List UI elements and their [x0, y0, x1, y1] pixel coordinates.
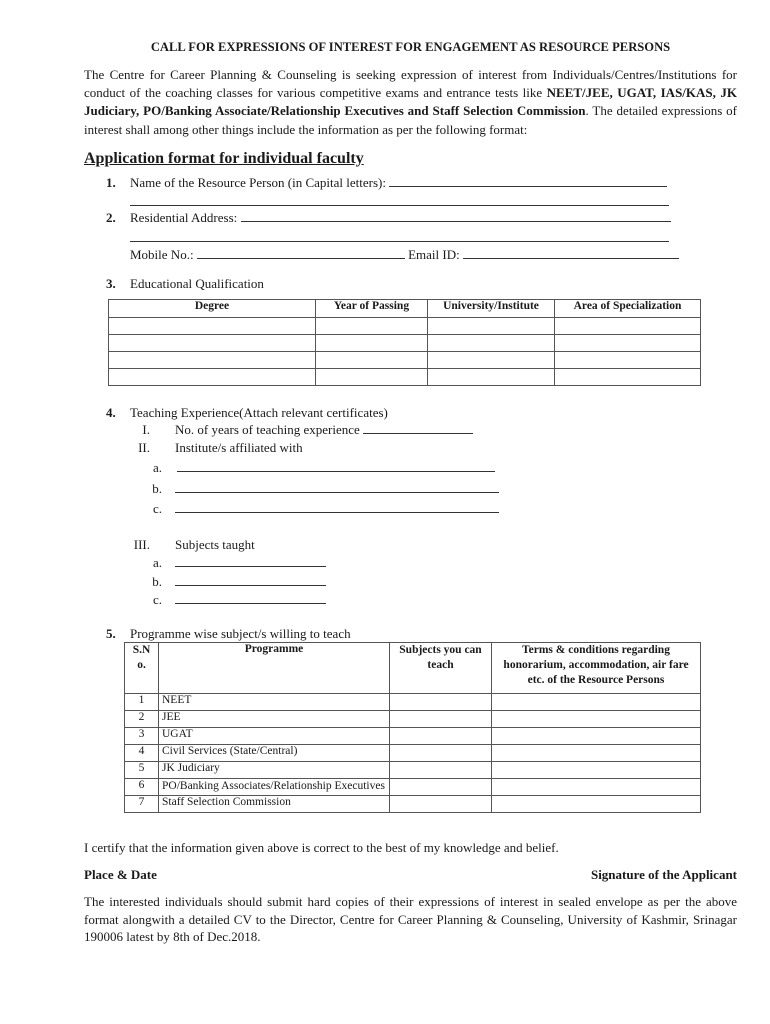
col-specialization: Area of Specialization — [555, 299, 701, 317]
table-row — [125, 796, 701, 813]
sno-cell: 1 — [125, 694, 159, 711]
sno-cell: 2 — [125, 711, 159, 728]
teaching-label: Teaching Experience(Attach relevant certificates) — [130, 404, 388, 420]
roman-numeral: III. — [133, 536, 150, 552]
terms-cell[interactable] — [492, 779, 701, 796]
table-header-row — [125, 643, 701, 694]
item-number: 1. — [106, 174, 116, 190]
closing-paragraph: The interested individuals should submit hard copies of their expressions of interest in sealed envelope as per the above format alongwith a detailed CV to the Director, Centre for Career Planning & Counseling, University of Kashmir, Srinagar 190006 latest by 8th of Dec.2018. — [84, 894, 737, 945]
subjects-cell[interactable] — [390, 711, 492, 728]
table-cell[interactable] — [316, 368, 428, 385]
name-field-line-2[interactable] — [130, 191, 669, 206]
table-cell[interactable] — [109, 351, 316, 368]
letter-label: b. — [152, 573, 162, 589]
col-university: University/Institute — [428, 299, 555, 317]
signature-row — [84, 867, 737, 883]
item-address — [84, 209, 737, 263]
table-row — [109, 351, 701, 368]
section-heading: Application format for individual faculty — [84, 149, 364, 167]
institute-field-a[interactable] — [177, 459, 495, 472]
table-cell[interactable] — [316, 334, 428, 351]
subjects-cell[interactable] — [390, 694, 492, 711]
certification-statement: I certify that the information given above is correct to the best of my knowledge and belief. — [84, 840, 559, 856]
table-cell[interactable] — [316, 351, 428, 368]
email-label: Email ID: — [408, 246, 460, 262]
table-row — [125, 745, 701, 762]
experience-years-row — [84, 421, 737, 439]
subject-line-c — [84, 591, 737, 609]
item-programme — [84, 625, 737, 643]
signature-label: Signature of the Applicant — [590, 867, 737, 883]
mobile-field[interactable] — [197, 246, 405, 259]
terms-cell[interactable] — [492, 711, 701, 728]
subjects-taught-label: Subjects taught — [175, 536, 255, 552]
col-programme: Programme — [159, 643, 390, 694]
table-cell[interactable] — [555, 334, 701, 351]
terms-cell[interactable] — [492, 694, 701, 711]
contact-row — [130, 246, 737, 264]
programme-cell: UGAT — [159, 728, 390, 745]
table-cell[interactable] — [555, 368, 701, 385]
institute-line-c — [84, 500, 737, 518]
years-field[interactable] — [363, 421, 473, 434]
programme-cell: JK Judiciary — [159, 762, 390, 779]
terms-cell[interactable] — [492, 762, 701, 779]
item-name — [84, 174, 737, 207]
programme-cell: JEE — [159, 711, 390, 728]
table-cell[interactable] — [428, 334, 555, 351]
programme-table — [124, 642, 701, 813]
table-header-row — [109, 299, 701, 317]
sno-cell: 3 — [125, 728, 159, 745]
table-row — [125, 694, 701, 711]
sno-cell: 5 — [125, 762, 159, 779]
sno-cell: 6 — [125, 779, 159, 796]
table-row — [125, 711, 701, 728]
item-teaching-experience — [84, 404, 737, 422]
item-number: 3. — [106, 276, 116, 292]
col-year: Year of Passing — [316, 299, 428, 317]
table-cell[interactable] — [555, 317, 701, 334]
col-degree: Degree — [109, 299, 316, 317]
subjects-cell[interactable] — [390, 728, 492, 745]
subjects-cell[interactable] — [390, 762, 492, 779]
table-row — [109, 317, 701, 334]
col-subjects: Subjects you can teach — [390, 643, 492, 694]
sno-cell: 4 — [125, 745, 159, 762]
subjects-cell[interactable] — [390, 745, 492, 762]
subject-field-a[interactable] — [175, 554, 326, 567]
letter-label: b. — [152, 480, 162, 496]
item-education — [84, 275, 737, 293]
education-label: Educational Qualification — [130, 276, 264, 292]
terms-cell[interactable] — [492, 728, 701, 745]
intro-exams-bold: NEET/JEE, UGAT, IAS/KAS, JK Judiciary, PO/Banking Associate/Relationship Executives and Staff Selection Commission — [84, 85, 737, 119]
subjects-cell[interactable] — [390, 796, 492, 813]
roman-numeral: II. — [138, 439, 150, 455]
roman-numeral: I. — [142, 422, 150, 438]
subject-field-c[interactable] — [175, 591, 326, 604]
email-field[interactable] — [463, 246, 679, 259]
letter-label: c. — [152, 501, 162, 517]
table-row — [109, 368, 701, 385]
qualification-table — [108, 299, 701, 386]
table-row — [109, 334, 701, 351]
subject-line-b — [84, 573, 737, 591]
subject-field-b[interactable] — [175, 573, 326, 586]
intro-text-1: The Centre for Career Planning & Counseling is seeking expression of interest from Individuals/Centres/Institutions for conduct of the coaching classes for various competitive exams and entrance tests like — [84, 67, 737, 101]
programme-cell: Staff Selection Commission — [159, 796, 390, 813]
table-cell[interactable] — [109, 334, 316, 351]
programme-cell: Civil Services (State/Central) — [159, 745, 390, 762]
terms-cell[interactable] — [492, 745, 701, 762]
document-page — [84, 40, 737, 946]
institute-field-b[interactable] — [175, 480, 499, 493]
address-field-line-2[interactable] — [130, 227, 669, 242]
table-cell[interactable] — [316, 317, 428, 334]
subjects-cell[interactable] — [390, 779, 492, 796]
table-row — [125, 728, 701, 745]
terms-cell[interactable] — [492, 796, 701, 813]
table-cell[interactable] — [109, 317, 316, 334]
subject-line-a — [84, 554, 737, 572]
place-date-label: Place & Date — [84, 867, 157, 883]
sno-cell: 7 — [125, 796, 159, 813]
address-label: Residential Address: — [130, 210, 238, 226]
programme-label: Programme wise subject/s willing to teach — [130, 625, 351, 641]
table-cell[interactable] — [109, 368, 316, 385]
years-label: No. of years of teaching experience — [175, 422, 360, 438]
institute-line-b — [84, 480, 737, 498]
programme-cell: PO/Banking Associates/Relationship Executives — [159, 779, 390, 796]
name-label: Name of the Resource Person (in Capital letters): — [130, 174, 386, 190]
name-field[interactable] — [389, 174, 667, 187]
letter-label: c. — [152, 592, 162, 608]
table-cell[interactable] — [428, 317, 555, 334]
subjects-taught-row — [84, 536, 737, 554]
letter-label: a. — [152, 555, 162, 571]
table-row — [125, 779, 701, 796]
institutes-row — [84, 439, 737, 457]
item-number: 2. — [106, 210, 116, 226]
intro-paragraph — [84, 66, 737, 139]
col-terms: Terms & conditions regarding honorarium, accommodation, air fare etc. of the Resource Persons — [492, 643, 701, 694]
item-number: 4. — [106, 404, 116, 420]
table-row — [125, 762, 701, 779]
institutes-label: Institute/s affiliated with — [175, 439, 303, 455]
col-sno: S.N o. — [125, 643, 159, 694]
item-number: 5. — [106, 625, 116, 641]
table-cell[interactable] — [428, 368, 555, 385]
letter-label: a. — [152, 460, 162, 476]
address-field[interactable] — [241, 209, 671, 222]
institute-field-c[interactable] — [175, 500, 499, 513]
institute-line-a — [84, 459, 737, 477]
mobile-label: Mobile No.: — [130, 246, 194, 262]
intro-text-2: . The detailed expressions of interest shall among other things include the information as per the following format: — [84, 103, 737, 137]
programme-cell: NEET — [159, 694, 390, 711]
table-cell[interactable] — [555, 351, 701, 368]
document-title: CALL FOR EXPRESSIONS OF INTEREST FOR ENGAGEMENT AS RESOURCE PERSONS — [150, 40, 671, 54]
table-cell[interactable] — [428, 351, 555, 368]
